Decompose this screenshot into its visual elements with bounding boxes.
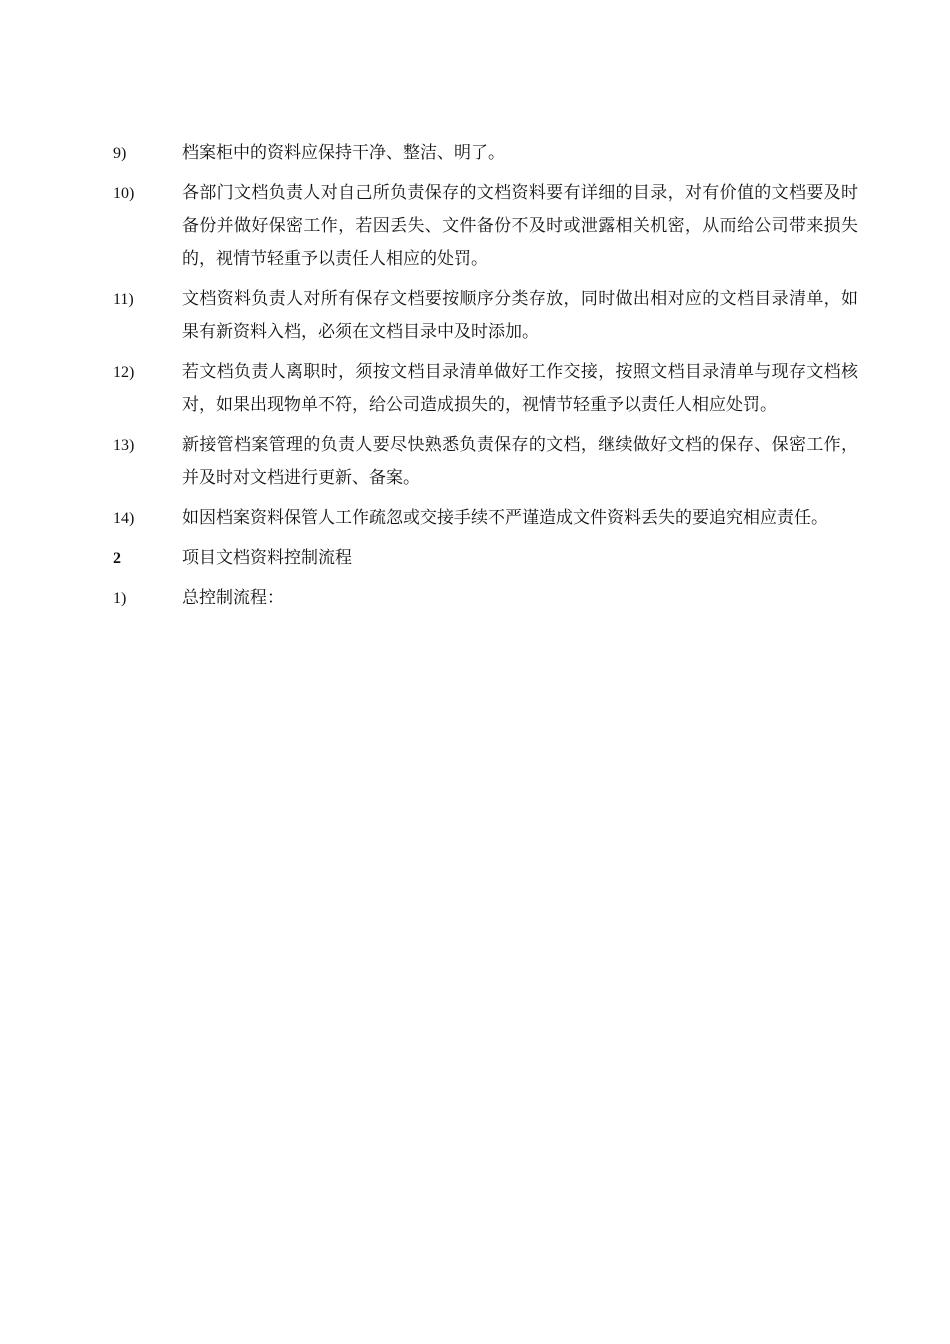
sub-item bbox=[113, 582, 858, 615]
section-number: 2 bbox=[113, 550, 121, 567]
item-number: 12) bbox=[113, 364, 135, 381]
item-text: 新接管档案管理的负责人要尽快熟悉负责保存的文档，继续做好文档的保存、保密工作，并及时对文档进行更新、备案。 bbox=[182, 435, 858, 488]
item-text: 各部门文档负责人对自己所负责保存的文档资料要有详细的目录，对有价值的文档要及时备份并做好保密工作，若因丢失、文件备份不及时或泄露相关机密，从而给公司带来损失的，视情节轻重予以责任人相应的处罚。 bbox=[182, 183, 858, 269]
item-text: 文档资料负责人对所有保存文档要按顺序分类存放，同时做出相对应的文档目录清单，如果有新资料入档，必须在文档目录中及时添加。 bbox=[182, 289, 858, 342]
sub-item-text: 总控制流程： bbox=[182, 588, 284, 608]
list-item bbox=[113, 177, 858, 276]
list-item bbox=[113, 356, 858, 422]
list-item bbox=[113, 429, 858, 495]
item-number: 11) bbox=[113, 291, 134, 308]
document-body bbox=[113, 137, 858, 622]
list-item bbox=[113, 137, 858, 170]
item-text: 若文档负责人离职时，须按文档目录清单做好工作交接，按照文档目录清单与现存文档核对，如果出现物单不符，给公司造成损失的，视情节轻重予以责任人相应处罚。 bbox=[182, 362, 858, 415]
list-item bbox=[113, 283, 858, 349]
section-heading bbox=[113, 542, 858, 575]
list-item bbox=[113, 502, 858, 535]
sub-item-number: 1) bbox=[113, 590, 127, 607]
item-text: 如因档案资料保管人工作疏忽或交接手续不严谨造成文件资料丢失的要追究相应责任。 bbox=[182, 508, 828, 528]
item-number: 10) bbox=[113, 185, 135, 202]
item-number: 9) bbox=[113, 145, 127, 162]
section-title: 项目文档资料控制流程 bbox=[182, 548, 352, 568]
item-number: 14) bbox=[113, 510, 135, 527]
item-number: 13) bbox=[113, 437, 135, 454]
item-text: 档案柜中的资料应保持干净、整洁、明了。 bbox=[182, 143, 505, 163]
